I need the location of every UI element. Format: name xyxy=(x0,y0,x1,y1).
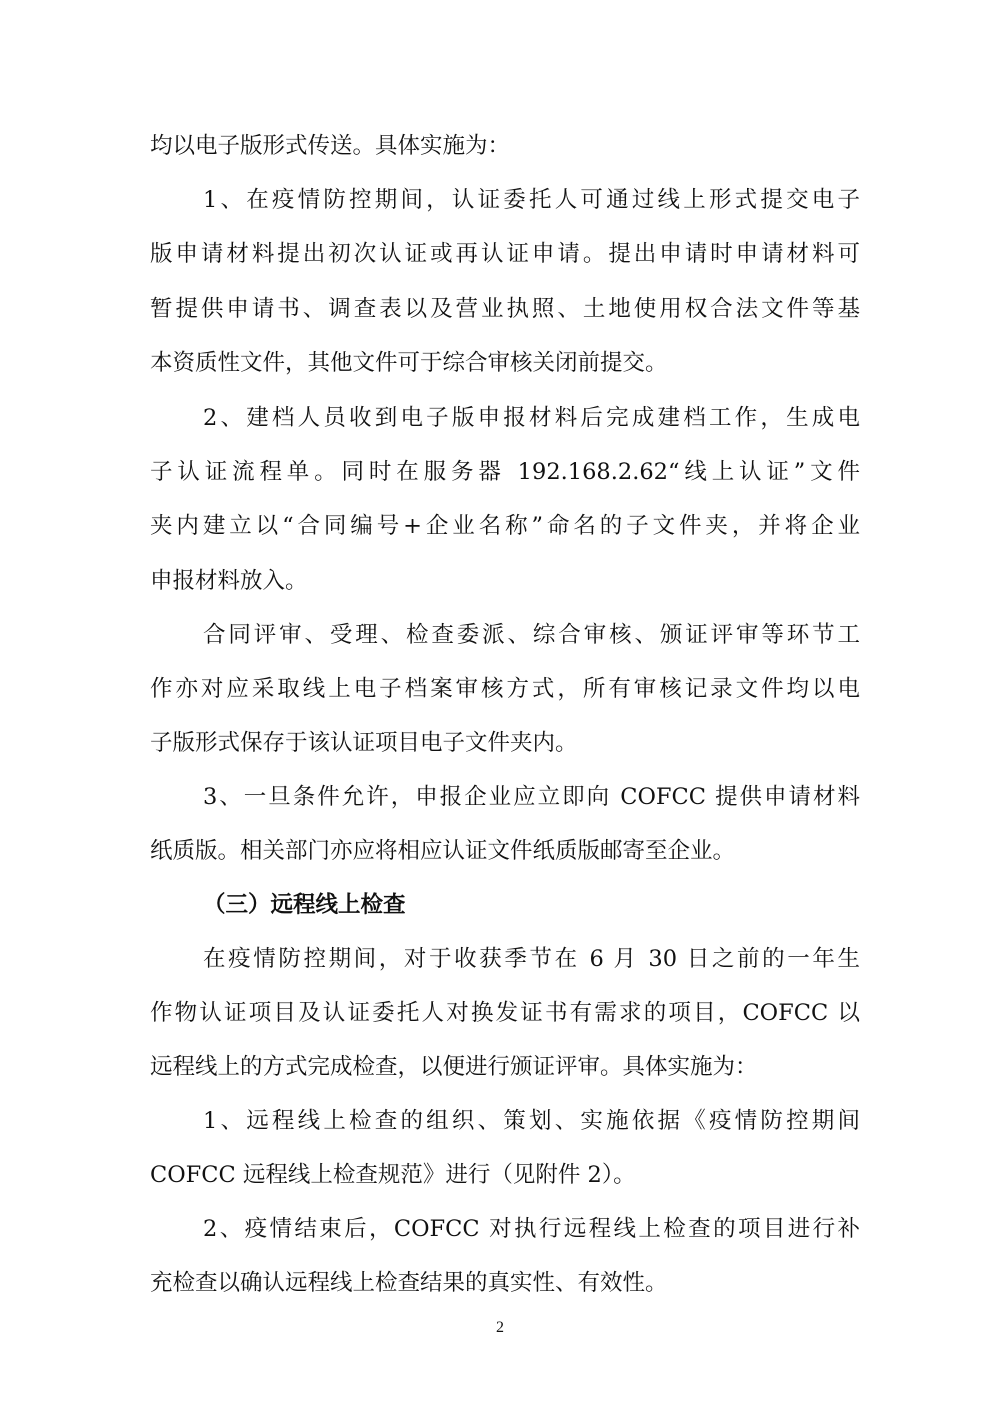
text-line: 作亦对应采取线上电子档案审核方式，所有审核记录文件均以电 xyxy=(150,676,860,702)
text-line: 远程线上的方式完成检查，以便进行颁证评审。具体实施为： xyxy=(150,1054,758,1080)
text-line: 3、一旦条件允许，申报企业应立即向 COFCC 提供申请材料 xyxy=(203,784,860,810)
text-line: 本资质性文件，其他文件可于综合审核关闭前提交。 xyxy=(150,350,668,376)
text-line: 纸质版。相关部门亦应将相应认证文件纸质版邮寄至企业。 xyxy=(150,838,736,864)
text-line: 合同评审、受理、检查委派、综合审核、颁证评审等环节工 xyxy=(203,622,860,648)
text-line: 子认证流程单。同时在服务器 192.168.2.62“线上认证”文件 xyxy=(150,459,860,485)
text-line: 充检查以确认远程线上检查结果的真实性、有效性。 xyxy=(150,1270,668,1296)
text-line: COFCC 远程线上检查规范》进行（见附件 2）。 xyxy=(150,1162,636,1188)
text-line: 版申请材料提出初次认证或再认证申请。提出申请时申请材料可 xyxy=(150,241,860,267)
text-line: 1、在疫情防控期间，认证委托人可通过线上形式提交电子 xyxy=(203,187,860,213)
text-line: 在疫情防控期间，对于收获季节在 6 月 30 日之前的一年生 xyxy=(203,946,860,972)
text-line: 2、疫情结束后，COFCC 对执行远程线上检查的项目进行补 xyxy=(203,1216,860,1242)
text-line: 子版形式保存于该认证项目电子文件夹内。 xyxy=(150,730,578,756)
text-line: 作物认证项目及认证委托人对换发证书有需求的项目，COFCC 以 xyxy=(150,1000,860,1026)
text-line: 申报材料放入。 xyxy=(150,568,308,594)
page-number: 2 xyxy=(496,1319,504,1336)
text-line: 暂提供申请书、调查表以及营业执照、土地使用权合法文件等基 xyxy=(150,296,860,322)
text-line: 均以电子版形式传送。具体实施为： xyxy=(150,133,511,159)
section-heading: （三）远程线上检查 xyxy=(203,892,406,918)
text-line: 2、建档人员收到电子版申报材料后完成建档工作，生成电 xyxy=(203,405,860,431)
text-line: 夹内建立以“合同编号+企业名称”命名的子文件夹，并将企业 xyxy=(150,513,860,539)
text-line: 1、远程线上检查的组织、策划、实施依据《疫情防控期间 xyxy=(203,1108,860,1134)
